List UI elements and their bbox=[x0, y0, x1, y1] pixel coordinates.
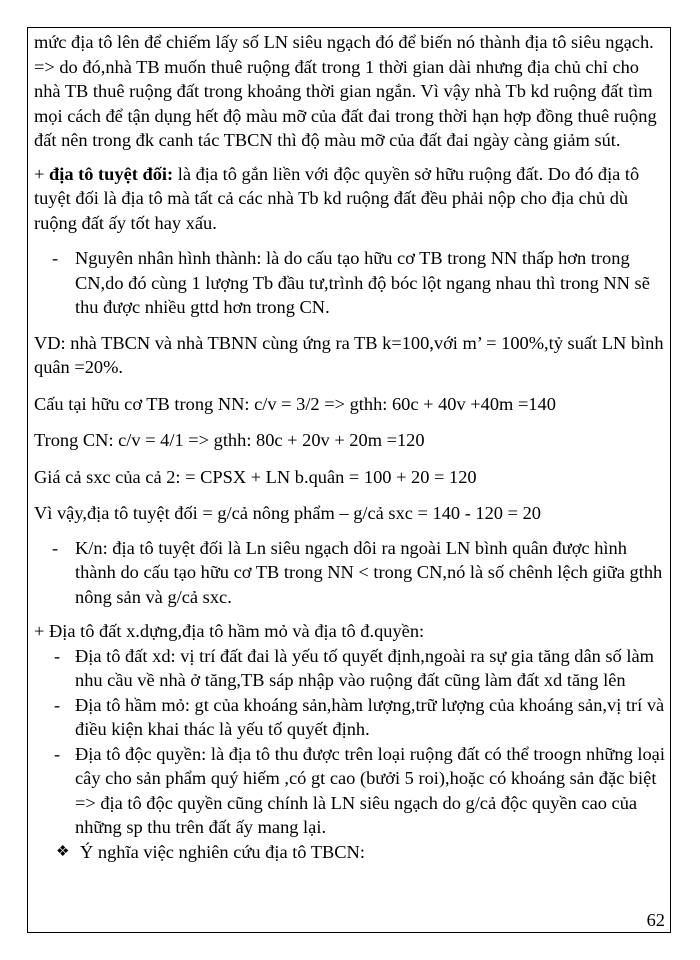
dash-marker: - bbox=[54, 743, 61, 764]
paragraph-intro: mức địa tô lên để chiếm lấy số LN siêu ngạch đó để biến nó thành địa tô siêu ngạch. => do đó,nhà TB muốn thuê ruộng đất trong 1 thời gian dài nhưng địa chủ chỉ cho nhà TB thuê ruộng đất trong khoảng thời gian ngắn. Vì vậy nhà Tb kd ruộng đất tìm mọi cách để tận dụng hết độ màu mỡ của đất đai trong thời hạn hợp đồng thuê ruộng đất nên trong đk canh tác TBCN thì độ màu mỡ của đất đai ngày càng giảm sút. bbox=[34, 32, 657, 150]
paragraph-example: VD: nhà TBCN và nhà TBNN cùng ứng ra TB k=100,với m’ = 100%,tỷ suất LN bình quân =20%. bbox=[34, 332, 664, 377]
heading-other-rents: + Địa tô đất x.dựng,địa tô hầm mỏ và địa tô đ.quyền: bbox=[34, 621, 425, 641]
line-conclusion: Vì vậy,địa tô tuyệt đối = g/cả nông phẩm – g/cả sxc = 140 - 120 = 20 bbox=[34, 503, 541, 523]
page-content bbox=[34, 30, 666, 864]
bullet-text: Địa tô độc quyền: là địa tô thu được trên loại ruộng đất có thể troogn những loại cây cho sản phẩm quý hiếm ,có gt cao (bưởi 5 roi),hoặc có khoáng sản đặc biệt => địa tô độc quyền cũng chính là LN siêu ngạch do g/cả độc quyền cao của những sp thu trên đất ấy mang lại. bbox=[75, 743, 665, 837]
line-agriculture: Cấu tại hữu cơ TB trong NN: c/v = 3/2 => gthh: 60c + 40v +40m =140 bbox=[34, 393, 556, 414]
bullet-concept bbox=[34, 536, 666, 610]
dash-marker: - bbox=[54, 645, 61, 666]
bullet-cause bbox=[34, 246, 666, 320]
bullet-monopoly-rent bbox=[34, 742, 666, 840]
paragraph-absolute-rent bbox=[34, 162, 666, 236]
bullet-construction-rent bbox=[34, 644, 666, 693]
bullet-mine-rent bbox=[34, 693, 666, 742]
bullet-significance bbox=[34, 840, 666, 865]
dash-marker: - bbox=[52, 248, 59, 268]
term-absolute-rent: địa tô tuyệt đối: bbox=[48, 163, 174, 184]
page-frame bbox=[27, 27, 671, 933]
dash-marker: - bbox=[52, 537, 59, 558]
bullet-text: Địa tô đất xd: vị trí đất đai là yếu tố quyết định,ngoài ra sự gia tăng dân số làm nhu cầu về nhà ở tăng,TB sáp nhập vào ruộng đất cũng làm đất xd tăng lên bbox=[75, 645, 654, 690]
definition-absolute-rent: là địa tô gắn liền với độc quyền sở hữu ruộng đất. Do đó địa tô tuyệt đối là địa tô mà tất cả các nhà Tb kd ruộng đất đều phải nộp cho địa chủ dù ruộng đất ấy tốt hay xấu. bbox=[34, 163, 640, 233]
page-number: 62 bbox=[646, 910, 665, 930]
diamond-bullet-icon: ❖ bbox=[56, 843, 70, 860]
line-industry: Trong CN: c/v = 4/1 => gthh: 80c + 20v + 20m =120 bbox=[34, 430, 425, 450]
bullet-text: Ý nghĩa việc nghiên cứu địa tô TBCN: bbox=[80, 841, 365, 862]
dash-marker: - bbox=[54, 694, 61, 715]
plus-marker: + bbox=[34, 163, 49, 184]
bullet-text: Địa tô hầm mỏ: gt của khoáng sản,hàm lượng,trữ lượng của khoáng sản,vị trí và điều kiện khai thác là yếu tố quyết định. bbox=[75, 694, 665, 739]
bullet-text: Nguyên nhân hình thành: là do cấu tạo hữu cơ TB trong NN thấp hơn trong CN,do đó cùng 1 lượng Tb đầu tư,trình độ bóc lột ngang nhau thì trong NN sẽ thu được nhiều gttd hơn trong CN. bbox=[75, 248, 650, 317]
line-production-price: Giá cả sxc của cả 2: = CPSX + LN b.quân = 100 + 20 = 120 bbox=[34, 466, 477, 487]
bullet-text: K/n: địa tô tuyệt đối là Ln siêu ngạch dôi ra ngoài LN bình quân được hình thành do cấu tạo hữu cơ TB trong NN < trong CN,nó là số chênh lệch giữa gthh nông sản và g/cả sxc. bbox=[75, 537, 663, 607]
